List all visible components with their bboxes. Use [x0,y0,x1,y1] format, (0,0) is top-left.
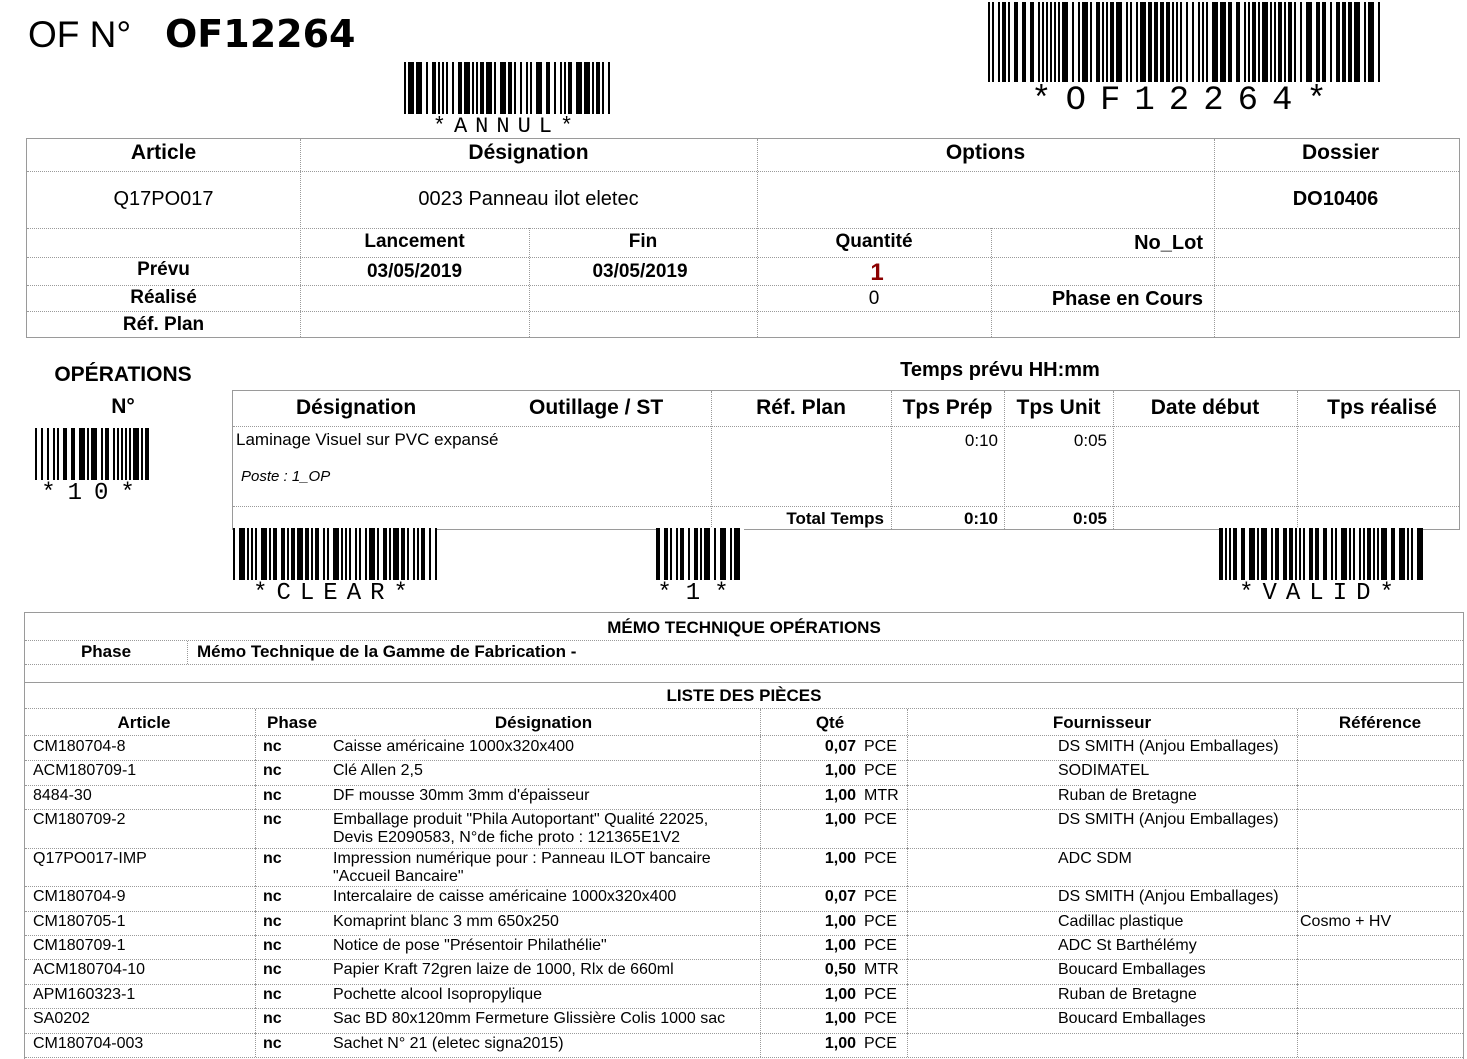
op-number-barcode[interactable] [35,428,153,508]
op-col-date-debut: Date début [1150,396,1260,419]
op-col-tps-unit: Tps Unit [1016,396,1101,419]
total-tps-prep: 0:10 [963,509,998,528]
barcode-text: *OF12264* [1031,82,1341,120]
total-tps-unit: 0:05 [1072,509,1107,528]
part-unit: PCE [864,1034,897,1052]
part-fournisseur: ADC SDM [1058,849,1132,867]
part-qte: 1,00 [824,849,856,867]
part-article: APM160323-1 [33,985,136,1003]
part-article: 8484-30 [33,786,92,804]
op-col-tps-realise: Tps réalisé [1327,396,1437,419]
designation-value: 0023 Panneau ilot eletec [418,188,639,210]
part-designation: DF mousse 30mm 3mm d'épaisseur [333,786,590,804]
valid-barcode[interactable] [1219,528,1423,608]
part-phase: nc [263,811,282,829]
memo-title: MÉMO TECHNIQUE OPÉRATIONS [607,618,881,637]
part-designation-line2: Devis E2090583, N°de fiche proto : 121365E1V2 [333,829,681,847]
operations-title: OPÉRATIONS [54,363,192,386]
parts-title: LISTE DES PIÈCES [666,686,822,705]
dossier-value: DO10406 [1292,188,1379,210]
op-tps-unit: 0:05 [1073,431,1107,450]
of-barcode[interactable] [988,2,1384,118]
part-qte: 1,00 [824,811,856,829]
part-article: CM180704-003 [33,1034,144,1052]
part-fournisseur: Boucard Emballages [1058,961,1206,979]
part-designation: Impression numérique pour : Panneau ILOT bancaire [333,849,711,867]
temps-prevu-label: Temps prévu HH:mm [900,359,1100,381]
part-qte: 0,07 [824,888,856,906]
part-designation: Pochette alcool Isopropylique [333,985,543,1003]
article-header: Article [130,141,197,164]
part-phase: nc [263,849,282,867]
memo-text: Mémo Technique de la Gamme de Fabrication - [197,642,577,661]
parts-col-reference: Référence [1338,713,1422,732]
parts-col-phase: Phase [267,713,318,732]
dossier-header: Dossier [1301,141,1380,164]
of-label: OF N° [28,14,132,55]
realise-label: Réalisé [130,287,197,308]
part-designation: Caisse américaine 1000x320x400 [333,738,575,755]
annul-barcode[interactable] [404,62,610,138]
prevu-lancement: 03/05/2019 [366,261,463,282]
part-reference: Cosmo + HV [1300,912,1392,930]
lancement-header: Lancement [364,231,465,252]
part-fournisseur: DS SMITH (Anjou Emballages) [1058,738,1279,755]
part-unit: MTR [864,961,899,979]
part-article: ACM180704-10 [33,961,146,979]
quantite-header: Quantité [835,231,913,252]
barcode-bars [404,62,610,114]
part-phase: nc [263,912,282,930]
operations-number-label: N° [111,395,135,418]
part-phase: nc [263,1010,282,1028]
memo-phase-label: Phase [80,642,132,661]
prevu-label: Prévu [137,259,190,280]
barcode-text: *1* [657,580,743,607]
article-value: Q17PO017 [113,188,214,210]
part-article: CM180709-1 [33,937,126,954]
op-tps-prep: 0:10 [964,431,998,450]
part-unit: PCE [864,912,897,930]
op-col-ref-plan: Réf. Plan [756,396,846,419]
part-qte: 1,00 [824,937,856,954]
part-fournisseur: Ruban de Bretagne [1058,786,1197,804]
realise-quantite: 0 [868,288,880,309]
parts-col-article: Article [117,713,171,732]
total-temps-label: Total Temps [786,509,884,528]
part-phase: nc [263,888,282,906]
parts-col-fournisseur: Fournisseur [1052,713,1152,732]
part-fournisseur: Boucard Emballages [1058,1010,1206,1028]
part-fournisseur: Ruban de Bretagne [1058,985,1197,1003]
part-fournisseur: SODIMATEL [1058,762,1150,780]
ref-plan-label: Réf. Plan [122,314,205,335]
part-designation: Emballage produit "Phila Autoportant" Qualité 22025, [333,811,709,829]
parts-col-qte: Qté [815,713,845,732]
part-qte: 1,00 [824,985,856,1003]
part-article: CM180704-8 [33,738,126,755]
barcode-text: *ANNUL* [432,114,582,139]
part-unit: PCE [864,985,897,1003]
part-phase: nc [263,786,282,804]
part-article: CM180704-9 [33,888,126,906]
barcode-text: *VALID* [1239,580,1403,607]
part-fournisseur: DS SMITH (Anjou Emballages) [1058,811,1279,829]
part-designation: Sachet N° 21 (eletec signa2015) [333,1034,564,1052]
part-unit: PCE [864,1010,897,1028]
part-qte: 1,00 [824,912,856,930]
part-designation: Papier Kraft 72gren laize de 1000, Rlx de 660ml [333,961,674,979]
part-article: Q17PO017-IMP [33,849,147,867]
part-article: CM180709-2 [33,811,126,829]
part-designation: Komaprint blanc 3 mm 650x250 [333,912,559,930]
parts-col-designation: Désignation [494,713,593,732]
part-designation: Notice de pose "Présentoir Philathélie" [333,937,607,954]
part-qte: 1,00 [824,786,856,804]
part-fournisseur: Cadillac plastique [1058,912,1184,930]
no-lot-header: No_Lot [1134,232,1203,254]
prevu-fin: 03/05/2019 [592,261,688,282]
part-unit: MTR [864,786,899,804]
fin-header: Fin [628,231,658,252]
part-unit: PCE [864,849,897,867]
part-qte: 1,00 [824,762,856,780]
part-designation: Intercalaire de caisse américaine 1000x320x400 [333,888,677,906]
part-designation: Sac BD 80x120mm Fermeture Glissière Colis 1000 sac [333,1010,726,1028]
op-col-designation: Désignation [296,396,417,419]
barcode-bars [988,2,1384,82]
barcode-bars [233,528,437,580]
op-designation: Laminage Visuel sur PVC expansé [236,430,499,449]
of-number: OF12264 [165,12,356,56]
part-unit: PCE [864,888,897,906]
part-unit: PCE [864,937,897,954]
part-phase: nc [263,937,282,954]
part-phase: nc [263,738,282,755]
part-article: CM180705-1 [33,912,126,930]
one-barcode[interactable] [656,528,744,608]
part-designation-line2: "Accueil Bancaire" [333,867,464,885]
op-poste: Poste : 1_OP [241,468,331,485]
part-qte: 1,00 [824,1034,856,1052]
part-unit: PCE [864,811,897,829]
part-article: ACM180709-1 [33,762,137,780]
part-unit: PCE [864,762,897,780]
phase-en-cours-label: Phase en Cours [1051,288,1203,310]
part-fournisseur: DS SMITH (Anjou Emballages) [1058,888,1279,906]
barcode-bars [35,428,153,480]
op-col-outillage: Outillage / ST [529,396,664,419]
part-phase: nc [263,762,282,780]
options-header: Options [945,141,1026,164]
part-qte: 1,00 [824,1010,856,1028]
part-qte: 0,07 [824,738,856,755]
part-unit: PCE [864,738,897,755]
part-fournisseur: ADC St Barthélémy [1058,937,1197,954]
prevu-quantite: 1 [870,259,884,286]
part-designation: Clé Allen 2,5 [333,762,423,780]
part-phase: nc [263,985,282,1003]
barcode-text: *10* [41,480,147,507]
part-article: SA0202 [33,1010,90,1028]
part-qte: 0,50 [824,961,856,979]
op-col-tps-prep: Tps Prép [902,396,993,419]
barcode-bars [1219,528,1423,580]
part-phase: nc [263,1034,282,1052]
part-phase: nc [263,961,282,979]
barcode-text: *CLEAR* [253,580,417,607]
clear-barcode[interactable] [233,528,437,608]
barcode-bars [656,528,744,580]
designation-header: Désignation [468,141,589,164]
